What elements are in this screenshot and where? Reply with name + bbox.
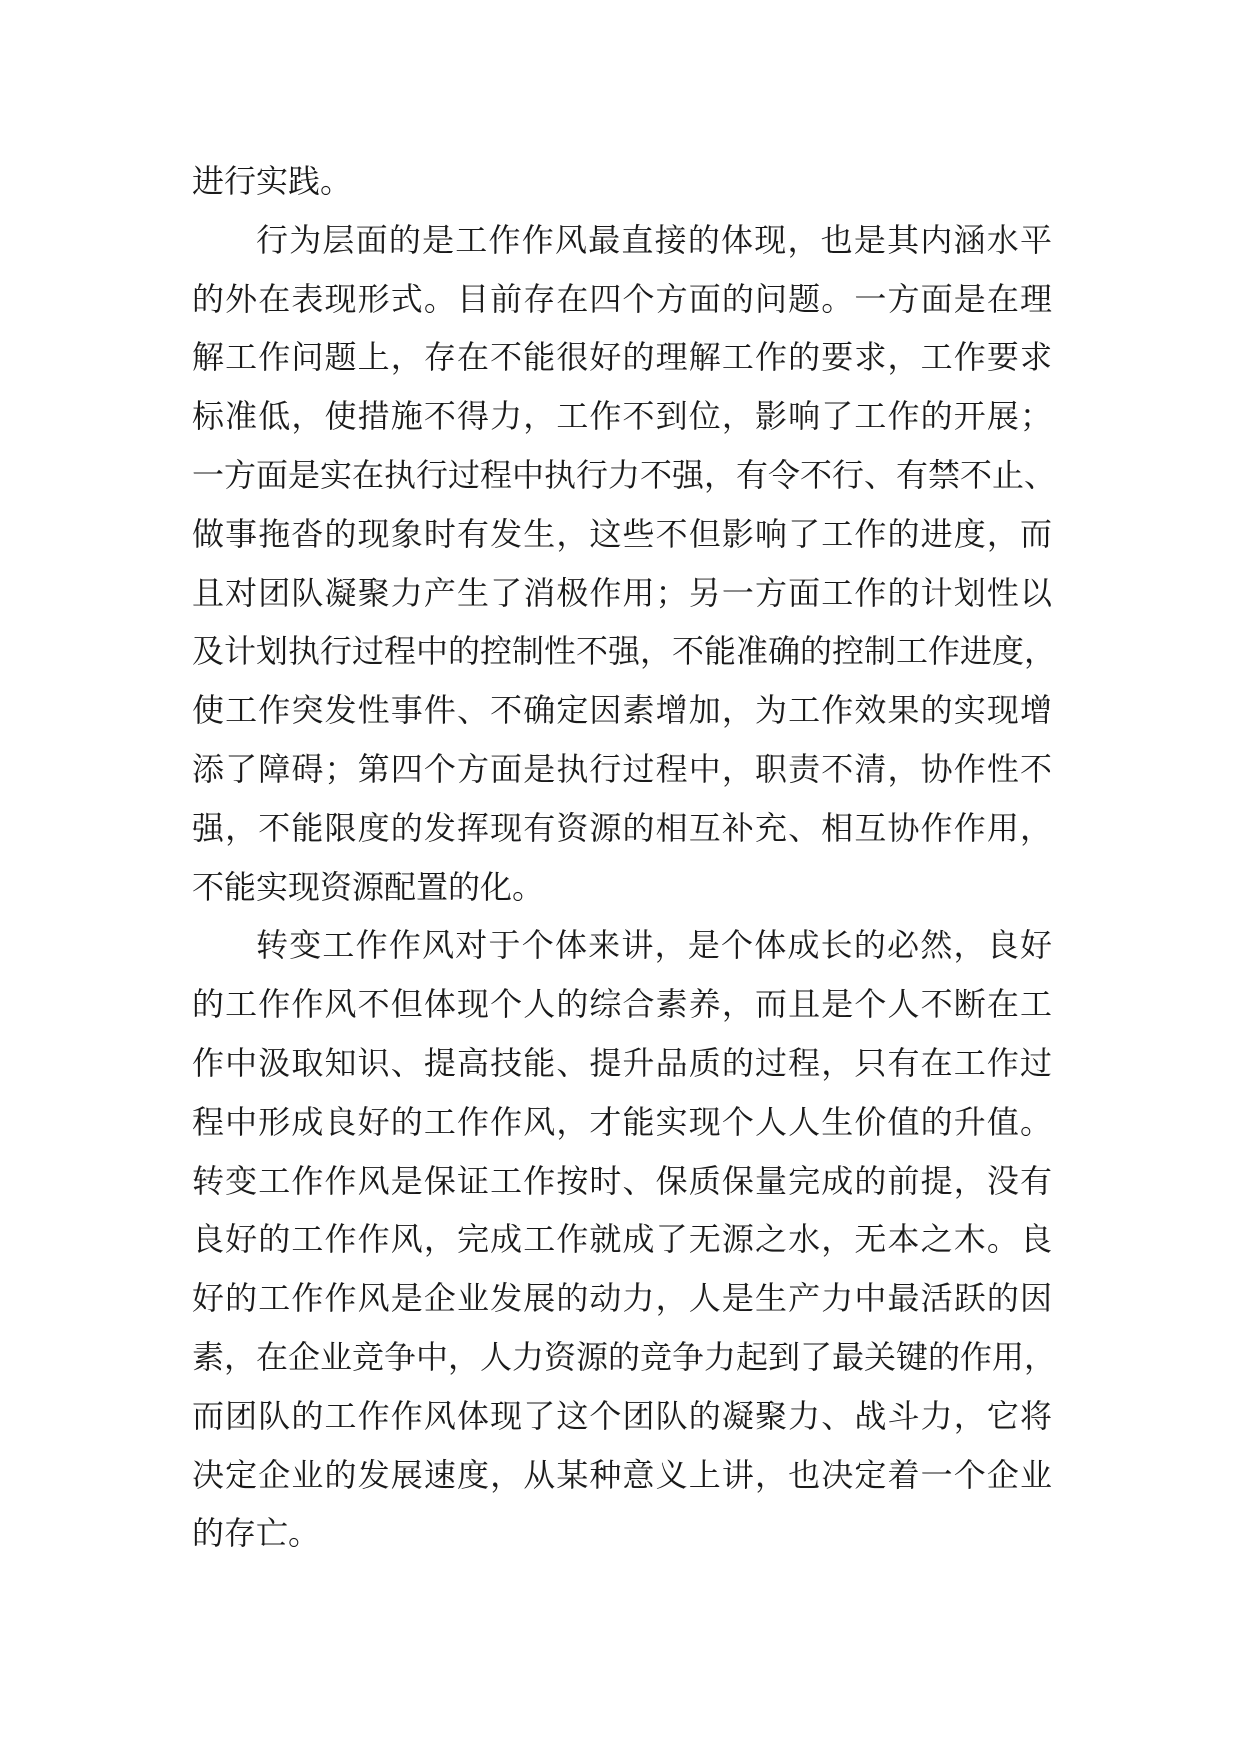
- text-line: 而团队的工作作风体现了这个团队的凝聚力、战斗力，它将: [192, 1396, 1052, 1435]
- text-line: 好的工作作风是企业发展的动力，人是生产力中最活跃的因: [192, 1279, 1052, 1318]
- text-line: 的工作作风不但体现个人的综合素养，而且是个人不断在工: [192, 985, 1052, 1024]
- text-line: 解工作问题上，存在不能很好的理解工作的要求，工作要求: [192, 338, 1052, 377]
- text-line: 的外在表现形式。目前存在四个方面的问题。一方面是在理: [192, 279, 1052, 318]
- text-line: 决定企业的发展速度，从某种意义上讲，也决定着一个企业: [192, 1455, 1052, 1494]
- text-line: 进行实践。: [192, 162, 353, 200]
- text-line: 转变工作作风是保证工作按时、保质保量完成的前提，没有: [192, 1161, 1052, 1200]
- text-line: 行为层面的是工作作风最直接的体现，也是其内涵水平: [256, 220, 1052, 259]
- text-line: 素，在企业竞争中，人力资源的竞争力起到了最关键的作用，: [192, 1337, 1057, 1376]
- text-line: 及计划执行过程中的控制性不强，不能准确的控制工作进度，: [192, 632, 1057, 671]
- paragraph: [192, 916, 1057, 1563]
- text-line: 作中汲取知识、提高技能、提升品质的过程，只有在工作过: [192, 1043, 1052, 1082]
- text-line: 做事拖沓的现象时有发生，这些不但影响了工作的进度，而: [192, 514, 1052, 553]
- text-line: 使工作突发性事件、不确定因素增加，为工作效果的实现增: [192, 691, 1052, 730]
- text-line: 一方面是实在执行过程中执行力不强，有令不行、有禁不止、: [192, 455, 1057, 494]
- text-line: 且对团队凝聚力产生了消极作用；另一方面工作的计划性以: [192, 573, 1052, 612]
- body-text: [192, 152, 1057, 1563]
- paragraph: [192, 152, 1052, 211]
- text-line: 强，不能限度的发挥现有资源的相互补充、相互协作作用，: [192, 808, 1052, 847]
- text-line: 程中形成良好的工作作风，才能实现个人人生价值的升值。: [192, 1102, 1052, 1141]
- text-line: 不能实现资源配置的化。: [192, 867, 545, 906]
- text-line: 的存亡。: [192, 1514, 321, 1553]
- text-line: 转变工作作风对于个体来讲，是个体成长的必然，良好: [256, 926, 1052, 965]
- paragraph: [192, 211, 1057, 917]
- text-line: 标准低，使措施不得力，工作不到位，影响了工作的开展；: [192, 397, 1052, 436]
- text-line: 良好的工作作风，完成工作就成了无源之水，无本之木。良: [192, 1220, 1052, 1259]
- text-line: 添了障碍；第四个方面是执行过程中，职责不清，协作性不: [192, 749, 1052, 788]
